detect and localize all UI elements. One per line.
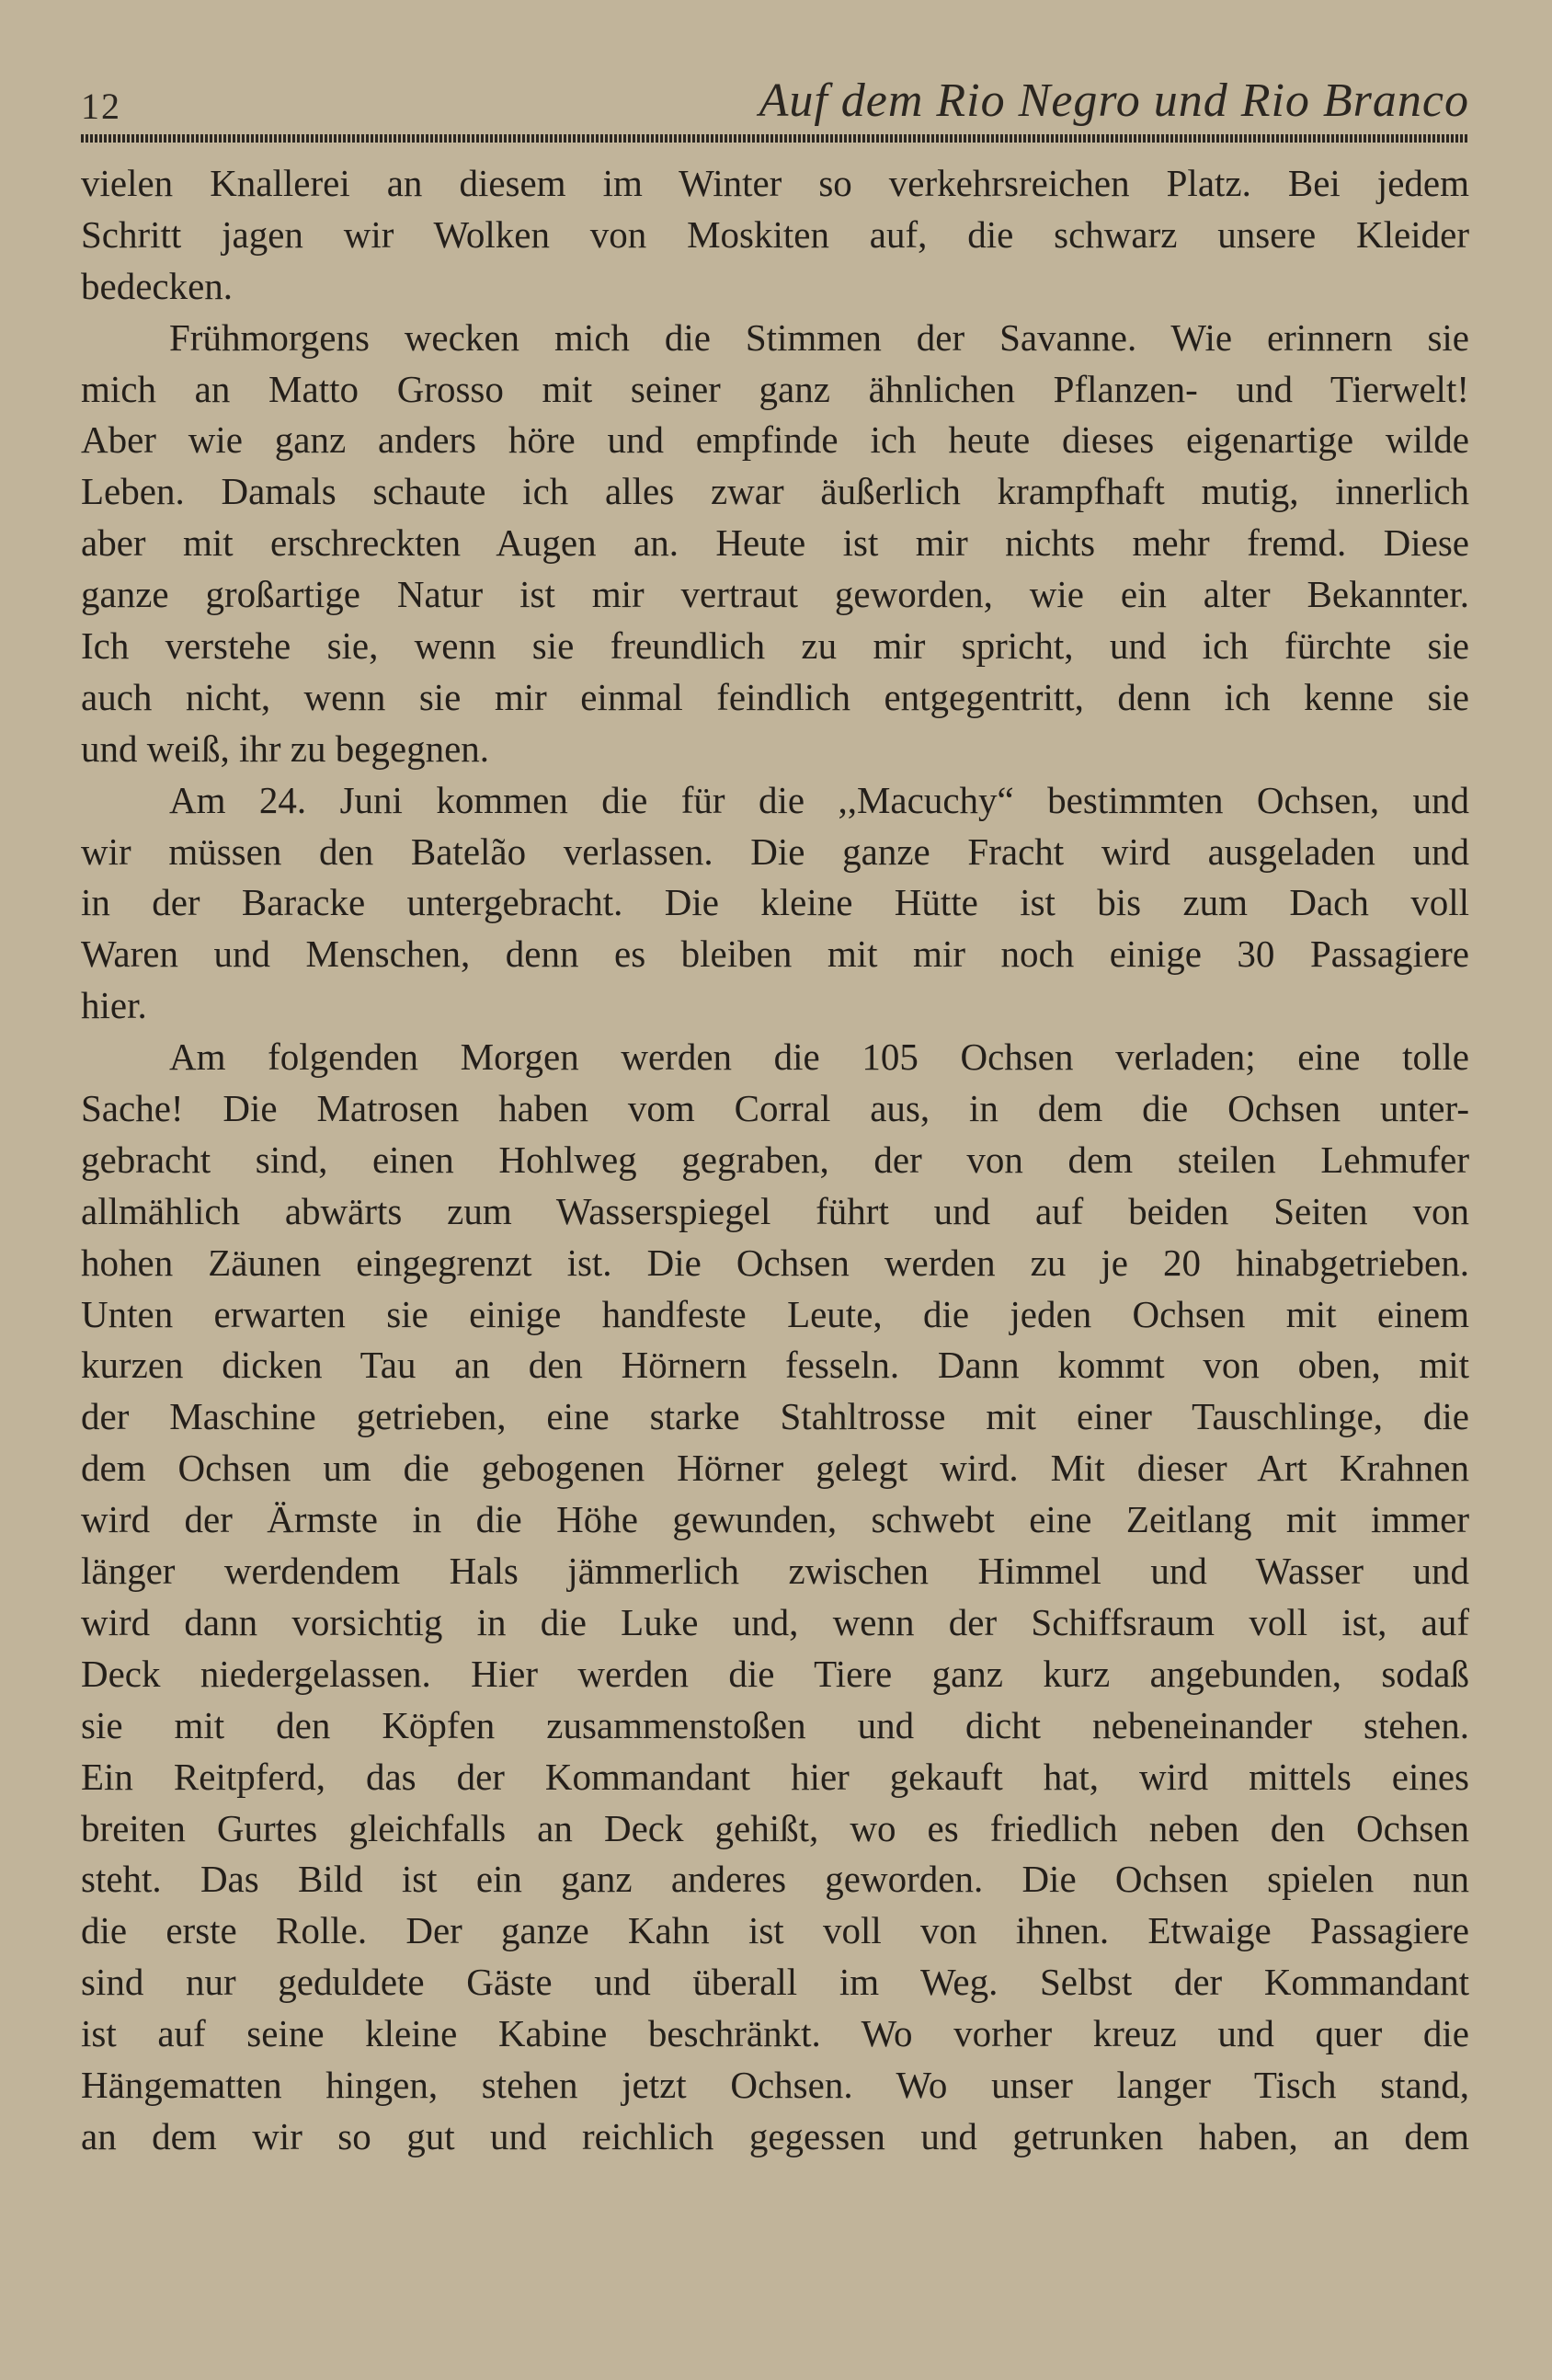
text-line: in der Baracke untergebracht. Die kleine Hütte ist bis zum Dach voll — [81, 881, 1469, 924]
text-line: und weiß, ihr zu begegnen. — [81, 727, 490, 770]
text-line: wird dann vorsichtig in die Luke und, wenn der Schiffsraum voll ist, auf — [81, 1600, 1469, 1643]
text-line: vielen Knallerei an diesem im Winter so verkehrsreichen Platz. Bei jedem — [81, 162, 1469, 204]
text-line: ist auf seine kleine Kabine beschränkt. Wo vorher kreuz und quer die — [81, 2012, 1469, 2055]
text-line: aber mit erschreckten Augen an. Heute ist mir nichts mehr fremd. Diese — [81, 521, 1469, 565]
text-line: wird der Ärmste in die Höhe gewunden, schwebt eine Zeitlang mit immer — [81, 1498, 1469, 1541]
text-line: Waren und Menschen, denn es bleiben mit mir noch einige 30 Passagiere — [81, 933, 1469, 976]
text-line: ganze großartige Natur ist mir vertraut geworden, wie ein alter Bekannter. — [81, 573, 1469, 616]
page-header — [81, 74, 1469, 138]
text-line: allmählich abwärts zum Wasserspiegel führt und auf beiden Seiten von — [81, 1189, 1469, 1232]
text-line: kurzen dicken Tau an den Hörnern fesseln. Dann kommt von oben, mit — [81, 1344, 1469, 1387]
text-line: Deck niedergelassen. Hier werden die Tiere ganz kurz angebunden, sodaß — [81, 1652, 1469, 1695]
text-line: länger werdendem Hals jämmerlich zwischen Himmel und Wasser und — [81, 1550, 1469, 1593]
text-line: wir müssen den Batelão verlassen. Die ganze Fracht wird ausgeladen und — [81, 830, 1469, 873]
text-line: sind nur geduldete Gäste und überall im Weg. Selbst der Kommandant — [81, 1961, 1469, 2004]
text-line: Sache! Die Matrosen haben vom Corral aus, in dem die Ochsen unter- — [81, 1087, 1469, 1130]
text-line: Am folgenden Morgen werden die 105 Ochsen verladen; eine tolle — [169, 1036, 1469, 1079]
header-rule — [81, 134, 1469, 143]
text-line: mich an Matto Grosso mit seiner ganz ähnlichen Pflanzen- und Tierwelt! — [81, 367, 1469, 410]
body-text — [81, 158, 1469, 2163]
text-line: Am 24. Juni kommen die für die ,,Macuchy“ bestimmten Ochsen, und — [169, 778, 1469, 821]
text-line: Leben. Damals schaute ich alles zwar äußerlich krampfhaft mutig, innerlich — [81, 470, 1469, 513]
text-line: auch nicht, wenn sie mir einmal feindlich entgegentritt, denn ich kenne sie — [81, 675, 1469, 718]
text-line: Hängematten hingen, stehen jetzt Ochsen. Wo unser langer Tisch stand, — [81, 2063, 1469, 2106]
text-line: Ich verstehe sie, wenn sie freundlich zu mir spricht, und ich fürchte sie — [81, 624, 1469, 668]
text-line: Unten erwarten sie einige handfeste Leute, die jeden Ochsen mit einem — [81, 1292, 1469, 1335]
text-line: sie mit den Köpfen zusammenstoßen und dicht nebeneinander stehen. — [81, 1703, 1469, 1746]
text-line: Schritt jagen wir Wolken von Moskiten auf, die schwarz unsere Kleider — [81, 212, 1469, 256]
text-line: hier. — [81, 984, 147, 1027]
text-line: Aber wie ganz anders höre und empfinde ich heute dieses eigenartige wilde — [81, 418, 1469, 462]
text-line: Frühmorgens wecken mich die Stimmen der Savanne. Wie erinnern sie — [169, 315, 1469, 359]
text-line: gebracht sind, einen Hohlweg gegraben, der von dem steilen Lehmufer — [81, 1138, 1469, 1181]
text-line: bedecken. — [81, 264, 234, 307]
text-line: der Maschine getrieben, eine starke Stahltrosse mit einer Tauschlinge, die — [81, 1395, 1469, 1438]
text-line: steht. Das Bild ist ein ganz anderes geworden. Die Ochsen spielen nun — [81, 1858, 1469, 1901]
text-line: dem Ochsen um die gebogenen Hörner gelegt wird. Mit dieser Art Krahnen — [81, 1447, 1469, 1490]
text-line: Ein Reitpferd, das der Kommandant hier gekauft hat, wird mittels eines — [81, 1755, 1469, 1798]
page-number: 12 — [81, 86, 121, 127]
running-title: Auf dem Rio Negro und Rio Branco — [759, 74, 1469, 127]
text-line: die erste Rolle. Der ganze Kahn ist voll von ihnen. Etwaige Passagiere — [81, 1909, 1469, 1952]
text-line: breiten Gurtes gleichfalls an Deck gehißt, wo es friedlich neben den Ochsen — [81, 1806, 1469, 1849]
text-line: an dem wir so gut und reichlich gegessen und getrunken haben, an dem — [81, 2114, 1469, 2157]
text-line: hohen Zäunen eingegrenzt ist. Die Ochsen werden zu je 20 hinabgetrieben. — [81, 1241, 1469, 1284]
